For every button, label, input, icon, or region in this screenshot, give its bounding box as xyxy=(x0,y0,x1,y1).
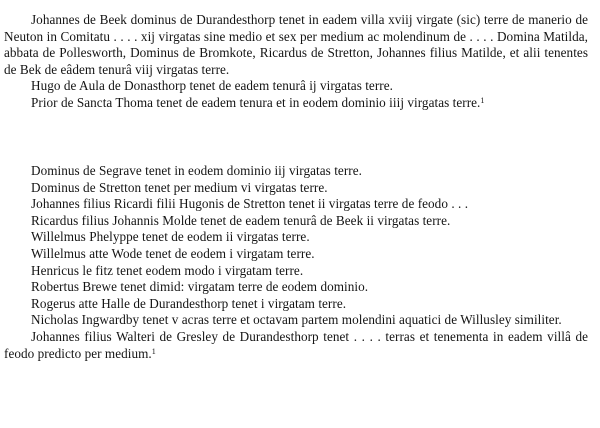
text-block-upper xyxy=(4,12,588,112)
paragraph-gresley xyxy=(4,329,588,362)
paragraph-stretton: Dominus de Stretton tenet per medium vi virgatas terre. xyxy=(31,179,328,195)
paragraph-phelyppe: Willelmus Phelyppe tenet de eodem ii virgatas terre. xyxy=(31,229,310,245)
footnote-marker-2: 1 xyxy=(151,346,156,356)
paragraph-hugo: Hugo de Aula de Donasthorp tenet de eadem tenurâ ij virgatas terre. xyxy=(31,78,393,94)
paragraph-prior-text: Prior de Sancta Thoma tenet de eadem tenura et in eodem dominio iiij virgatas terre. xyxy=(31,94,481,110)
paragraph-beek: Johannes de Beek dominus de Durandesthorp tenet in eadem villa xviij virgate (sic) terre de manerio de Neuton in Comitatu . . . . xij virgatas sine medio et sex per medium ac molendinum de . . . . Domina Matilda, abbata de Pollesworth, Dominus de Bromkote, Ricardus de Stretton, Johannes filius Matilde, et alii tenentes de Bek de eâdem tenurâ viij virgatas terre. xyxy=(4,12,588,77)
paragraph-ricardus-molde: Ricardus filius Johannis Molde tenet de eadem tenurâ de Beek ii virgatas terre. xyxy=(31,212,451,228)
paragraph-segrave: Dominus de Segrave tenet in eodem dominio iij virgatas terre. xyxy=(31,163,362,178)
paragraph-henricus: Henricus le fitz tenet eodem modo i virgatam terre. xyxy=(31,262,304,278)
paragraph-prior xyxy=(4,95,588,112)
paragraph-gresley-text: Johannes filius Walteri de Gresley de Durandesthorp tenet . . . . terras et tenementa in eadem villâ de feodo predicto per medium. xyxy=(4,328,588,361)
paragraph-atte-wode: Willelmus atte Wode tenet de eodem i virgatam terre. xyxy=(31,245,315,261)
paragraph-atte-halle: Rogerus atte Halle de Durandesthorp tenet i virgatam terre. xyxy=(31,295,347,311)
text-block-lower xyxy=(4,163,588,362)
paragraph-ingwardby: Nicholas Ingwardby tenet v acras terre et octavam partem molendini aquatici de Willusley similiter. xyxy=(31,312,562,328)
paragraph-brewe: Robertus Brewe tenet dimid: virgatam terre de eodem dominio. xyxy=(31,279,369,295)
footnote-marker: 1 xyxy=(480,95,485,105)
paragraph-johannes-ricardi: Johannes filius Ricardi filii Hugonis de Stretton tenet ii virgatas terre de feodo . . . xyxy=(31,196,469,212)
